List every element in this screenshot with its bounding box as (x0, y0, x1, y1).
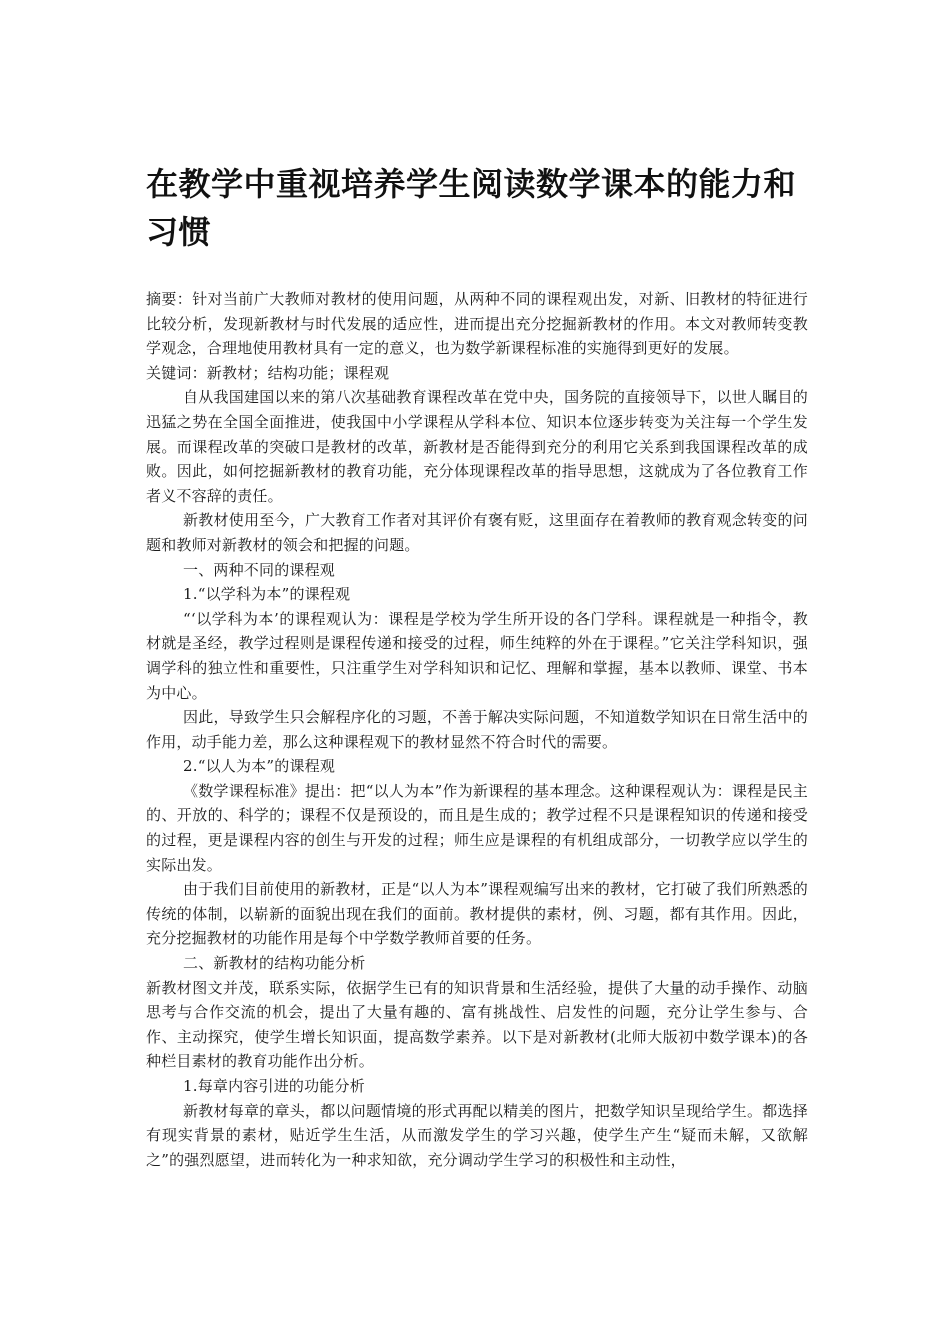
paragraph: 《数学课程标准》提出：把“以人为本”作为新课程的基本理念。这种课程观认为：课程是民主的、开放的、科学的；课程不仅是预设的，而且是生成的；教学过程不只是课程知识的传递和接受的过程，更是课程内容的创生与开发的过程；师生应是课程的有机组成部分，一切教学应以学生的实际出发。 (146, 781, 808, 874)
paragraph: 新教材图文并茂，联系实际，依据学生已有的知识背景和生活经验，提供了大量的动手操作、动脑思考与合作交流的机会，提出了大量有趣的、富有挑战性、启发性的问题，充分让学生参与、合作、主动探究，使学生增长知识面，提高数学素养。以下是对新教材(北师大版初中数学课本)的各种栏目素材的教育功能作出分析。 (146, 978, 808, 1071)
paragraph: 一、两种不同的课程观 (183, 560, 336, 579)
paragraph: 自从我国建国以来的第八次基础教育课程改革在党中央，国务院的直接领导下，以世人瞩目的迅猛之势在全国全面推进，使我国中小学课程从学科本位、知识本位逐步转变为关注每一个学生发展。而课程改革的突破口是教材的改革，新教材是否能得到充分的利用它关系到我国课程改革的成败。因此，如何挖掘新教材的教育功能，充分体现课程改革的指导思想，这就成为了各位教育工作者义不容辞的责任。 (146, 388, 808, 505)
paragraph: 关键词：新教材；结构功能；课程观 (146, 363, 390, 382)
document-body (146, 287, 808, 1172)
document-content (146, 160, 808, 1172)
paragraph: 1.“以学科为本”的课程观 (183, 585, 351, 604)
paragraph: 2.“以人为本”的课程观 (183, 757, 336, 776)
paragraph: 因此，导致学生只会解程序化的习题，不善于解决实际问题，不知道数学知识在日常生活中的作用，动手能力差，那么这种课程观下的教材显然不符合时代的需要。 (146, 708, 808, 751)
paragraph: 摘要：针对当前广大教师对教材的使用问题，从两种不同的课程观出发，对新、旧教材的特征进行比较分析，发现新教材与时代发展的适应性，进而提出充分挖掘新教材的作用。本文对教师转变教学观念，合理地使用教材具有一定的意义，也为数学新课程标准的实施得到更好的发展。 (146, 290, 808, 358)
document-title: 在教学中重视培养学生阅读数学课本的能力和习惯 (146, 165, 797, 251)
paragraph: 二、新教材的结构功能分析 (183, 954, 366, 973)
paragraph: 新教材使用至今，广大教育工作者对其评价有褒有贬，这里面存在着教师的教育观念转变的问题和教师对新教材的领会和把握的问题。 (146, 511, 808, 554)
paragraph: 由于我们目前使用的新教材，正是“以人为本”课程观编写出来的教材，它打破了我们所熟悉的传统的体制，以崭新的面貌出现在我们的面前。教材提供的素材，例、习题，都有其作用。因此，充分挖掘教材的功能作用是每个中学数学教师首要的任务。 (146, 880, 808, 948)
paragraph: “‘以学科为本’的课程观认为：课程是学校为学生所开设的各门学科。课程就是一种指令，教材就是圣经，教学过程则是课程传递和接受的过程，师生纯粹的外在于课程。”它关注学科知识，强调学科的独立性和重要性，只注重学生对学科知识和记忆、理解和掌握，基本以教师、课堂、书本为中心。 (146, 609, 808, 702)
paragraph: 1.每章内容引进的功能分析 (183, 1077, 365, 1095)
paragraph: 新教材每章的章头，都以问题情境的形式再配以精美的图片，把数学知识呈现给学生。都选择有现实背景的素材，贴近学生生活，从而激发学生的学习兴趣，使学生产生“疑而未解，又欲解之”的强烈愿望，进而转化为一种求知欲，充分调动学生学习的积极性和主动性， (146, 1101, 808, 1169)
